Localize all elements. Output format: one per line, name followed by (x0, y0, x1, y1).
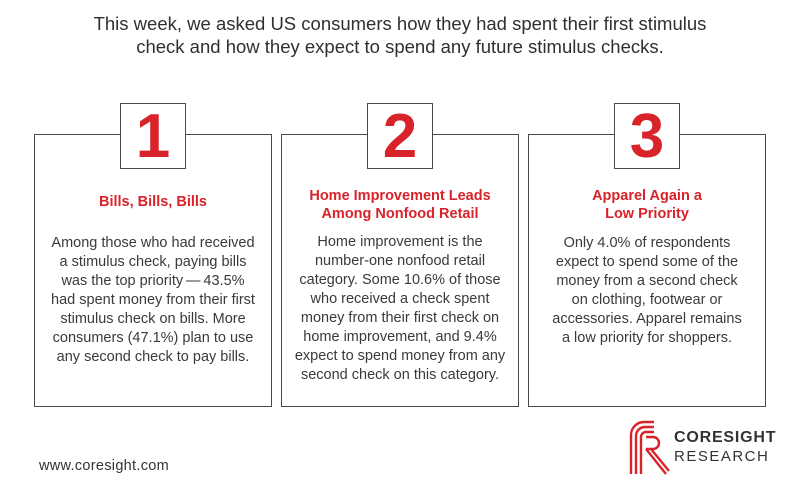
card-title-2-line-2: Among Nonfood Retail (321, 206, 479, 222)
headline-line-2: check and how they expect to spend any future stimulus checks. (136, 36, 664, 57)
number-badge-1 (120, 103, 186, 169)
card-body-1-line: Among those who had received (51, 235, 255, 251)
insight-card-1 (34, 102, 272, 407)
card-title-3 (535, 187, 759, 223)
card-body-2-line: number-one nonfood retail (314, 253, 486, 269)
card-body-1-line: any second check to pay bills. (56, 349, 250, 365)
number-badge-2 (367, 103, 433, 169)
card-body-1-line: stimulus check on bills. More (60, 311, 246, 327)
card-body-2-line: category. Some 10.6% of those (299, 272, 501, 288)
card-title-3-line-1: Apparel Again a (592, 188, 702, 204)
card-body-1-line: had spent money from their first (51, 292, 255, 308)
website-url: www.coresight.com (39, 458, 169, 474)
coresight-logo (628, 419, 778, 479)
card-body-3-line: a low priority for shoppers. (561, 330, 733, 346)
logo-wordmark-line-2: RESEARCH (674, 448, 770, 465)
card-body-1-line: consumers (47.1%) plan to use (52, 330, 254, 346)
coresight-logo-icon (628, 419, 670, 477)
card-body-2-line: expect to spend money from any (294, 348, 506, 364)
insight-card-3 (528, 102, 766, 407)
card-body-2-line: Home improvement is the (317, 234, 483, 250)
card-title-2 (288, 187, 512, 223)
number-2: 2 (382, 102, 418, 171)
headline-line-1: This week, we asked US consumers how they had spent their first stimulus (93, 13, 707, 34)
number-1: 1 (135, 102, 171, 171)
card-body-2-line: who received a check spent (310, 291, 490, 307)
card-body-3-line: Only 4.0% of respondents (563, 235, 731, 251)
insight-card-2 (281, 102, 519, 407)
card-body-2-line: home improvement, and 9.4% (303, 329, 497, 345)
number-3: 3 (629, 102, 665, 171)
card-body-3-line: expect to spend some of the (555, 254, 739, 270)
headline (40, 12, 760, 58)
card-body-1-line: was the top priority — 43.5% (61, 273, 245, 289)
card-title-2-line-1: Home Improvement Leads (309, 188, 491, 204)
card-title-1-line-1: Bills, Bills, Bills (99, 194, 207, 210)
card-title-3-line-2: Low Priority (605, 206, 689, 222)
logo-wordmark-line-1: CORESIGHT (674, 429, 777, 446)
card-body-3 (537, 234, 757, 348)
card-body-3-line: money from a second check (556, 273, 738, 289)
card-body-1 (43, 234, 263, 367)
card-body-1-line: a stimulus check, paying bills (59, 254, 247, 270)
card-body-2-line: second check on this category. (300, 367, 499, 383)
card-body-3-line: accessories. Apparel remains (552, 311, 742, 327)
number-badge-3 (614, 103, 680, 169)
card-body-3-line: on clothing, footwear or (571, 292, 723, 308)
card-body-2-line: money from their first check on (300, 310, 500, 326)
card-title-1 (41, 193, 265, 211)
card-body-2 (290, 233, 510, 385)
